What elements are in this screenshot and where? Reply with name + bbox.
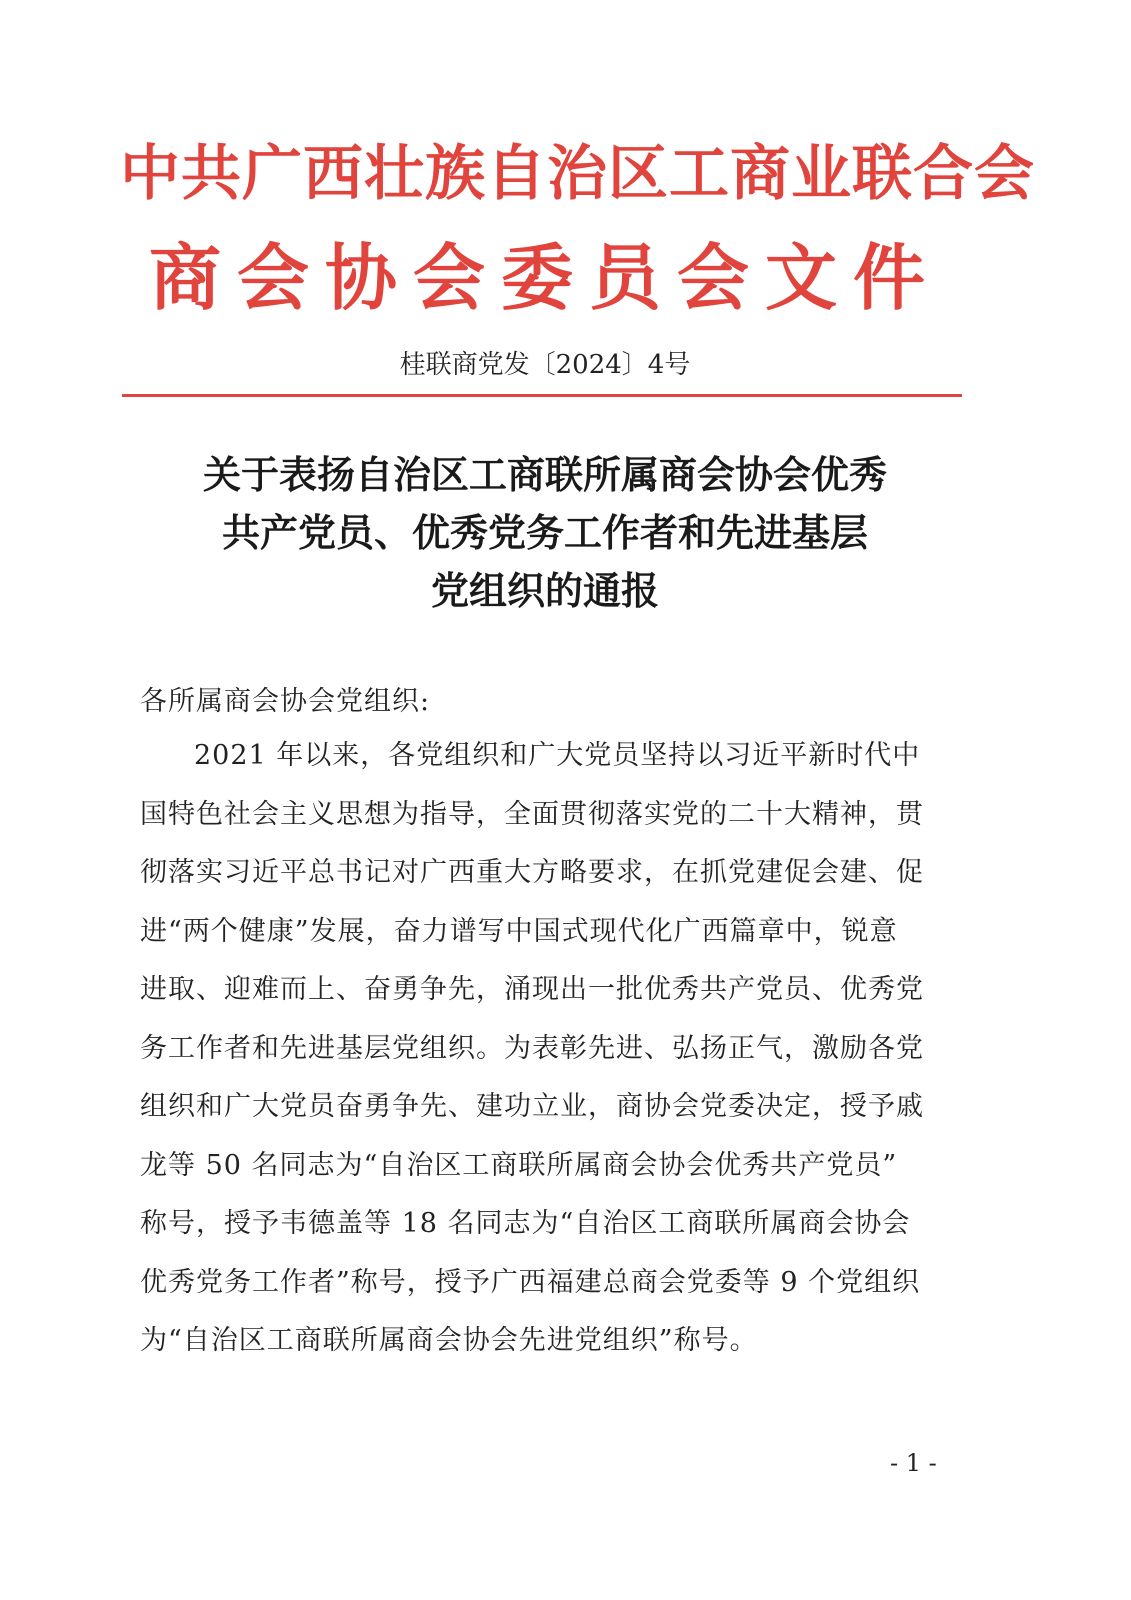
body-line: 优秀党务工作者”称号，授予广西福建总商会党委等 9 个党组织 bbox=[140, 1266, 921, 1298]
document-header-org: 中共广西壮族自治区工商业联合会 bbox=[120, 139, 1035, 209]
body-line: 2021 年以来，各党组织和广大党员坚持以习近平新时代中 bbox=[194, 740, 921, 771]
body-line: 进取、迎难而上、奋勇争先，涌现出一批优秀共产党员、优秀党 bbox=[140, 974, 924, 1005]
title-line: 共产党员、优秀党务工作者和先进基层 bbox=[221, 510, 868, 555]
document-title bbox=[120, 446, 970, 620]
body-line: 务工作者和先进基层党组织。为表彰先进、弘扬正气，激励各党 bbox=[140, 1032, 924, 1064]
salutation: 各所属商会协会党组织: bbox=[140, 686, 431, 717]
body-line: 国特色社会主义思想为指导，全面贯彻落实党的二十大精神，贯 bbox=[140, 798, 924, 830]
document-number: 桂联商党发〔2024〕4号 bbox=[399, 350, 691, 380]
title-line: 党组织的通报 bbox=[430, 568, 659, 613]
body-paragraph bbox=[140, 727, 960, 1371]
body-line: 彻落实习近平总书记对广西重大方略要求，在抓党建促会建、促 bbox=[140, 857, 924, 888]
header-divider bbox=[122, 394, 962, 397]
body-line: 进“两个健康”发展，奋力谱写中国式现代化广西篇章中，锐意 bbox=[140, 915, 898, 947]
body-line: 为“自治区工商联所属商会协会先进党组织”称号。 bbox=[140, 1325, 758, 1356]
body-line: 组织和广大党员奋勇争先、建功立业，商协会党委决定，授予戚 bbox=[140, 1091, 924, 1122]
document-header-type: 商会协会委员会文件 bbox=[148, 235, 941, 320]
page-number: - 1 - bbox=[890, 1449, 937, 1477]
body-line: 龙等 50 名同志为“自治区工商联所属商会协会优秀共产党员” bbox=[140, 1149, 898, 1181]
body-line: 称号，授予韦德盖等 18 名同志为“自治区工商联所属商会协会 bbox=[140, 1208, 911, 1239]
title-line: 关于表扬自治区工商联所属商会协会优秀 bbox=[202, 452, 887, 497]
